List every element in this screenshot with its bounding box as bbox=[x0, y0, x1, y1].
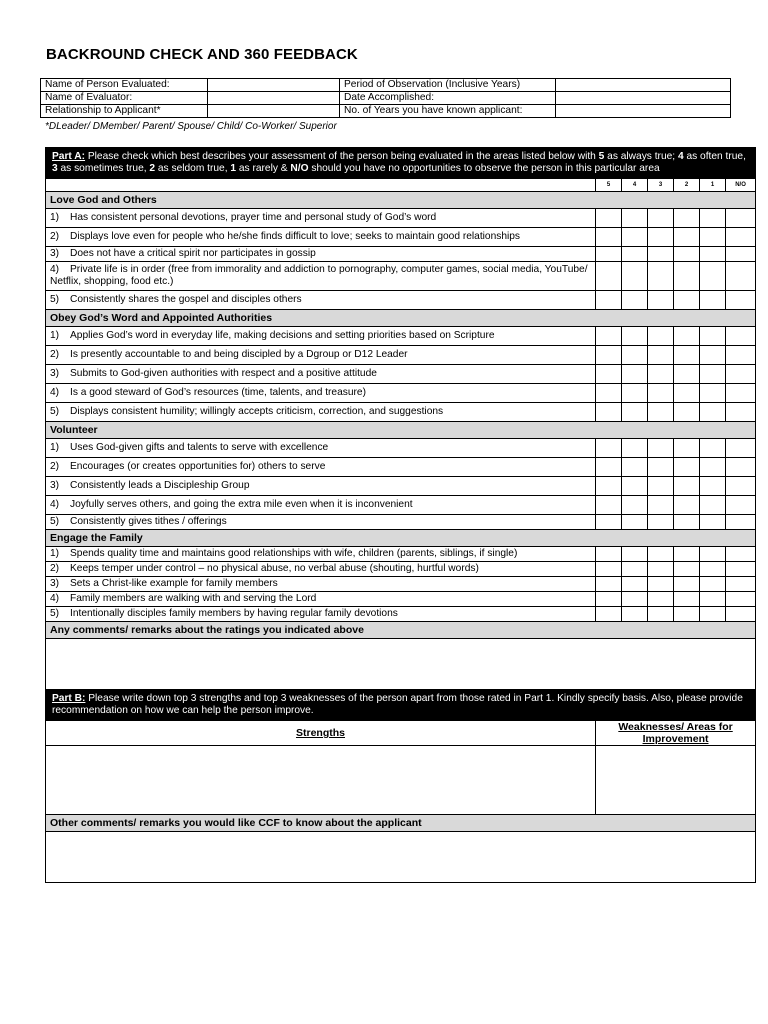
criteria-number: 2) bbox=[50, 461, 60, 472]
part-b-label: Part B: bbox=[52, 693, 86, 704]
rating-checkbox[interactable] bbox=[648, 577, 674, 592]
rating-checkbox[interactable] bbox=[622, 403, 648, 422]
rating-checkbox[interactable] bbox=[648, 209, 674, 228]
applicant-info-table bbox=[40, 78, 731, 118]
criteria-number: 5) bbox=[50, 608, 60, 619]
criteria-number: 4) bbox=[50, 387, 60, 398]
info-label: Name of Evaluator: bbox=[41, 92, 208, 105]
criteria-text: Is presently accountable to and being discipled by a Dgroup or D12 Leader bbox=[70, 349, 408, 360]
rating-checkbox[interactable] bbox=[648, 547, 674, 562]
rating-checkbox[interactable] bbox=[648, 346, 674, 365]
other-comments-heading-row bbox=[46, 815, 756, 832]
criteria-row bbox=[46, 607, 756, 622]
criteria-description bbox=[46, 458, 596, 477]
criteria-row bbox=[46, 515, 756, 530]
part-a-label: Part A: bbox=[52, 151, 86, 162]
comments-row bbox=[46, 639, 756, 690]
criteria-text: Encourages (or creates opportunities for) others to serve bbox=[70, 461, 326, 472]
rating-checkbox[interactable] bbox=[674, 439, 700, 458]
criteria-number: 3) bbox=[50, 368, 60, 379]
criteria-description bbox=[46, 384, 596, 403]
criteria-description bbox=[46, 577, 596, 592]
scale-spacer bbox=[46, 179, 596, 192]
rating-checkbox[interactable] bbox=[596, 365, 622, 384]
rating-checkbox[interactable] bbox=[674, 458, 700, 477]
other-comments-area[interactable] bbox=[46, 832, 756, 883]
criteria-number: 1) bbox=[50, 212, 60, 223]
criteria-text: Spends quality time and maintains good relationships with wife, children (parents, siblings, if single) bbox=[70, 548, 518, 559]
rating-checkbox[interactable] bbox=[674, 384, 700, 403]
other-comments-heading: Other comments/ remarks you would like CCF to know about the applicant bbox=[46, 815, 756, 832]
criteria-description bbox=[46, 562, 596, 577]
info-label: Date Accomplished: bbox=[340, 92, 556, 105]
criteria-row bbox=[46, 458, 756, 477]
rating-checkbox[interactable] bbox=[648, 607, 674, 622]
rating-checkbox[interactable] bbox=[726, 477, 756, 496]
criteria-row bbox=[46, 577, 756, 592]
criteria-row bbox=[46, 247, 756, 262]
criteria-description bbox=[46, 439, 596, 458]
criteria-row bbox=[46, 477, 756, 496]
part-b-text: Please write down top 3 strengths and top 3 weaknesses of the person apart from those rated in Part 1. Kindly specify basis. Also, please provide recommendation on how we can help the person improve. bbox=[52, 693, 743, 716]
rating-checkbox[interactable] bbox=[726, 247, 756, 262]
rating-checkbox[interactable] bbox=[648, 496, 674, 515]
rating-checkbox[interactable] bbox=[700, 496, 726, 515]
criteria-row bbox=[46, 209, 756, 228]
rating-checkbox[interactable] bbox=[700, 403, 726, 422]
criteria-text: Joyfully serves others, and going the extra mile even when it is inconvenient bbox=[70, 499, 413, 510]
rating-checkbox[interactable] bbox=[648, 477, 674, 496]
rating-checkbox[interactable] bbox=[596, 209, 622, 228]
criteria-description bbox=[46, 291, 596, 310]
part-a-bold: N/O bbox=[290, 163, 309, 174]
rating-checkbox[interactable] bbox=[596, 346, 622, 365]
rating-checkbox[interactable] bbox=[700, 384, 726, 403]
strengths-weaknesses-header bbox=[46, 721, 756, 746]
info-label: Name of Person Evaluated: bbox=[41, 79, 208, 92]
rating-checkbox[interactable] bbox=[596, 607, 622, 622]
rating-checkbox[interactable] bbox=[648, 228, 674, 247]
rating-checkbox[interactable] bbox=[700, 458, 726, 477]
rating-checkbox[interactable] bbox=[596, 403, 622, 422]
criteria-number: 5) bbox=[50, 294, 60, 305]
rating-checkbox[interactable] bbox=[622, 327, 648, 346]
rating-checkbox[interactable] bbox=[700, 515, 726, 530]
rating-scale-label: 2 bbox=[674, 179, 700, 192]
rating-checkbox[interactable] bbox=[674, 592, 700, 607]
weaknesses-area[interactable] bbox=[596, 746, 756, 815]
info-row bbox=[41, 79, 731, 92]
rating-checkbox[interactable] bbox=[622, 262, 648, 291]
criteria-description bbox=[46, 515, 596, 530]
rating-checkbox[interactable] bbox=[674, 562, 700, 577]
rating-checkbox[interactable] bbox=[726, 547, 756, 562]
rating-checkbox[interactable] bbox=[596, 247, 622, 262]
rating-checkbox[interactable] bbox=[726, 515, 756, 530]
criteria-row bbox=[46, 327, 756, 346]
rating-checkbox[interactable] bbox=[674, 547, 700, 562]
section-heading: Obey God’s Word and Appointed Authorities bbox=[46, 310, 756, 327]
criteria-description bbox=[46, 327, 596, 346]
criteria-row bbox=[46, 547, 756, 562]
criteria-row bbox=[46, 262, 756, 291]
criteria-row bbox=[46, 592, 756, 607]
rating-checkbox[interactable] bbox=[674, 327, 700, 346]
criteria-number: 2) bbox=[50, 349, 60, 360]
rating-checkbox[interactable] bbox=[622, 228, 648, 247]
criteria-text: Private life is in order (free from immorality and addiction to pornography, computer games, social media, YouTube/ Netflix, shopping, food etc.) bbox=[50, 264, 588, 287]
rating-checkbox[interactable] bbox=[596, 577, 622, 592]
rating-checkbox[interactable] bbox=[700, 262, 726, 291]
rating-checkbox[interactable] bbox=[674, 403, 700, 422]
criteria-description bbox=[46, 365, 596, 384]
rating-checkbox[interactable] bbox=[648, 365, 674, 384]
rating-scale-label: 5 bbox=[596, 179, 622, 192]
rating-checkbox[interactable] bbox=[674, 346, 700, 365]
rating-checkbox[interactable] bbox=[726, 403, 756, 422]
strengths-weaknesses-row bbox=[46, 746, 756, 815]
criteria-row bbox=[46, 439, 756, 458]
rating-checkbox[interactable] bbox=[622, 291, 648, 310]
criteria-number: 1) bbox=[50, 330, 60, 341]
rating-checkbox[interactable] bbox=[674, 262, 700, 291]
criteria-description bbox=[46, 607, 596, 622]
rating-checkbox[interactable] bbox=[674, 496, 700, 515]
rating-checkbox[interactable] bbox=[648, 439, 674, 458]
criteria-number: 3) bbox=[50, 248, 60, 259]
rating-checkbox[interactable] bbox=[674, 247, 700, 262]
rating-scale-label: N/O bbox=[726, 179, 756, 192]
part-a-bold: 5 bbox=[598, 151, 605, 162]
rating-checkbox[interactable] bbox=[622, 577, 648, 592]
strengths-heading: Strengths bbox=[46, 721, 596, 746]
rating-checkbox[interactable] bbox=[596, 439, 622, 458]
criteria-row bbox=[46, 228, 756, 247]
criteria-row bbox=[46, 346, 756, 365]
evaluator-field[interactable] bbox=[208, 92, 340, 105]
rating-checkbox[interactable] bbox=[674, 515, 700, 530]
rating-checkbox[interactable] bbox=[726, 384, 756, 403]
rating-checkbox[interactable] bbox=[726, 262, 756, 291]
criteria-description bbox=[46, 262, 596, 291]
rating-checkbox[interactable] bbox=[596, 477, 622, 496]
rating-checkbox[interactable] bbox=[622, 496, 648, 515]
rating-checkbox[interactable] bbox=[726, 439, 756, 458]
page-title: BACKROUND CHECK AND 360 FEEDBACK bbox=[46, 46, 358, 63]
criteria-text: Uses God-given gifts and talents to serve with excellence bbox=[70, 442, 329, 453]
part-b-header bbox=[46, 690, 756, 721]
criteria-row bbox=[46, 562, 756, 577]
rating-checkbox[interactable] bbox=[622, 209, 648, 228]
rating-checkbox[interactable] bbox=[700, 562, 726, 577]
criteria-text: Consistently gives tithes / offerings bbox=[70, 516, 227, 527]
criteria-number: 2) bbox=[50, 231, 60, 242]
section-heading: Engage the Family bbox=[46, 530, 756, 547]
rating-scale-row bbox=[46, 179, 756, 192]
section-heading-row bbox=[46, 310, 756, 327]
rating-checkbox[interactable] bbox=[700, 439, 726, 458]
comments-heading: Any comments/ remarks about the ratings you indicated above bbox=[46, 622, 756, 639]
part-a-text: as often true, bbox=[683, 151, 746, 162]
rating-checkbox[interactable] bbox=[648, 384, 674, 403]
rating-checkbox[interactable] bbox=[596, 458, 622, 477]
part-a-text: as always true; bbox=[604, 151, 678, 162]
part-a-bold: 2 bbox=[149, 163, 156, 174]
rating-checkbox[interactable] bbox=[648, 403, 674, 422]
rating-checkbox[interactable] bbox=[596, 592, 622, 607]
rating-scale-label: 3 bbox=[648, 179, 674, 192]
info-row bbox=[41, 92, 731, 105]
criteria-row bbox=[46, 291, 756, 310]
criteria-number: 5) bbox=[50, 406, 60, 417]
rating-checkbox[interactable] bbox=[622, 346, 648, 365]
rating-checkbox[interactable] bbox=[674, 291, 700, 310]
rating-checkbox[interactable] bbox=[622, 547, 648, 562]
criteria-text: Family members are walking with and serving the Lord bbox=[70, 593, 317, 604]
rating-checkbox[interactable] bbox=[726, 228, 756, 247]
criteria-number: 1) bbox=[50, 442, 60, 453]
part-a-text: as seldom true, bbox=[155, 163, 231, 174]
criteria-number: 4) bbox=[50, 593, 60, 604]
rating-checkbox[interactable] bbox=[648, 515, 674, 530]
criteria-text: Consistently leads a Discipleship Group bbox=[70, 480, 250, 491]
rating-checkbox[interactable] bbox=[726, 327, 756, 346]
date-accomplished-field[interactable] bbox=[556, 92, 731, 105]
rating-checkbox[interactable] bbox=[726, 577, 756, 592]
rating-checkbox[interactable] bbox=[596, 291, 622, 310]
part-a-bold: 3 bbox=[52, 163, 58, 174]
rating-checkbox[interactable] bbox=[700, 365, 726, 384]
part-a-bold: 1 bbox=[230, 163, 237, 174]
strengths-area[interactable] bbox=[46, 746, 596, 815]
rating-checkbox[interactable] bbox=[596, 228, 622, 247]
criteria-number: 4) bbox=[50, 264, 60, 275]
rating-checkbox[interactable] bbox=[726, 458, 756, 477]
rating-checkbox[interactable] bbox=[700, 577, 726, 592]
criteria-description bbox=[46, 477, 596, 496]
rating-checkbox[interactable] bbox=[674, 577, 700, 592]
criteria-number: 4) bbox=[50, 499, 60, 510]
rating-checkbox[interactable] bbox=[674, 607, 700, 622]
rating-checkbox[interactable] bbox=[622, 592, 648, 607]
section-heading: Love God and Others bbox=[46, 192, 756, 209]
rating-checkbox[interactable] bbox=[726, 592, 756, 607]
person-evaluated-field[interactable] bbox=[208, 79, 340, 92]
rating-checkbox[interactable] bbox=[622, 477, 648, 496]
rating-checkbox[interactable] bbox=[648, 562, 674, 577]
rating-scale-label: 4 bbox=[622, 179, 648, 192]
rating-checkbox[interactable] bbox=[596, 262, 622, 291]
relationship-field[interactable] bbox=[208, 105, 340, 118]
section-heading-row bbox=[46, 530, 756, 547]
part-a-text: should you have no opportunities to observe the person in this particular area bbox=[308, 163, 660, 174]
rating-checkbox[interactable] bbox=[700, 547, 726, 562]
rating-checkbox[interactable] bbox=[700, 228, 726, 247]
rating-checkbox[interactable] bbox=[622, 384, 648, 403]
criteria-description bbox=[46, 496, 596, 515]
criteria-text: Consistently shares the gospel and disciples others bbox=[70, 294, 302, 305]
rating-checkbox[interactable] bbox=[648, 592, 674, 607]
rating-checkbox[interactable] bbox=[700, 247, 726, 262]
rating-checkbox[interactable] bbox=[700, 291, 726, 310]
criteria-number: 2) bbox=[50, 563, 60, 574]
criteria-text: Applies God’s word in everyday life, making decisions and setting priorities based on Scripture bbox=[70, 330, 495, 341]
observation-period-field[interactable] bbox=[556, 79, 731, 92]
rating-checkbox[interactable] bbox=[648, 291, 674, 310]
criteria-text: Keeps temper under control – no physical abuse, no verbal abuse (shouting, hurtful words) bbox=[70, 563, 479, 574]
weaknesses-heading: Weaknesses/ Areas for Improvement bbox=[596, 721, 756, 746]
criteria-description bbox=[46, 346, 596, 365]
rating-checkbox[interactable] bbox=[622, 562, 648, 577]
rating-checkbox[interactable] bbox=[726, 365, 756, 384]
rating-checkbox[interactable] bbox=[700, 592, 726, 607]
rating-checkbox[interactable] bbox=[648, 262, 674, 291]
info-row bbox=[41, 105, 731, 118]
rating-checkbox[interactable] bbox=[700, 209, 726, 228]
section-heading-row bbox=[46, 422, 756, 439]
rating-checkbox[interactable] bbox=[622, 458, 648, 477]
rating-checkbox[interactable] bbox=[726, 346, 756, 365]
rating-checkbox[interactable] bbox=[622, 439, 648, 458]
criteria-row bbox=[46, 403, 756, 422]
rating-checkbox[interactable] bbox=[726, 562, 756, 577]
evaluation-table bbox=[45, 147, 756, 883]
rating-checkbox[interactable] bbox=[726, 209, 756, 228]
criteria-text: Is a good steward of God’s resources (time, talents, and treasure) bbox=[70, 387, 366, 398]
rating-checkbox[interactable] bbox=[596, 496, 622, 515]
criteria-description bbox=[46, 247, 596, 262]
rating-checkbox[interactable] bbox=[726, 291, 756, 310]
rating-checkbox[interactable] bbox=[648, 458, 674, 477]
section-heading-row bbox=[46, 192, 756, 209]
criteria-row bbox=[46, 384, 756, 403]
rating-checkbox[interactable] bbox=[622, 607, 648, 622]
criteria-description bbox=[46, 403, 596, 422]
comments-area[interactable] bbox=[46, 639, 756, 690]
criteria-number: 3) bbox=[50, 578, 60, 589]
criteria-row bbox=[46, 365, 756, 384]
criteria-text: Has consistent personal devotions, prayer time and personal study of God’s word bbox=[70, 212, 437, 223]
rating-checkbox[interactable] bbox=[700, 346, 726, 365]
part-a-bold: 4 bbox=[677, 151, 684, 162]
criteria-number: 1) bbox=[50, 548, 60, 559]
info-label: No. of Years you have known applicant: bbox=[340, 105, 556, 118]
info-label: Relationship to Applicant* bbox=[41, 105, 208, 118]
rating-checkbox[interactable] bbox=[596, 327, 622, 346]
rating-checkbox[interactable] bbox=[648, 327, 674, 346]
part-a-header bbox=[46, 148, 756, 179]
rating-checkbox[interactable] bbox=[622, 247, 648, 262]
other-comments-row bbox=[46, 832, 756, 883]
rating-checkbox[interactable] bbox=[648, 247, 674, 262]
part-a-text: Please check which best describes your assessment of the person being evaluated in the areas listed below with bbox=[85, 151, 599, 162]
criteria-description bbox=[46, 228, 596, 247]
rating-scale-label: 1 bbox=[700, 179, 726, 192]
criteria-text: Displays consistent humility; willingly accepts criticism, correction, and suggestions bbox=[70, 406, 444, 417]
rating-checkbox[interactable] bbox=[700, 607, 726, 622]
rating-checkbox[interactable] bbox=[726, 496, 756, 515]
rating-checkbox[interactable] bbox=[674, 228, 700, 247]
part-a-text: as sometimes true, bbox=[57, 163, 150, 174]
rating-checkbox[interactable] bbox=[674, 365, 700, 384]
rating-checkbox[interactable] bbox=[596, 562, 622, 577]
info-label: Period of Observation (Inclusive Years) bbox=[340, 79, 556, 92]
relationship-footnote: *DLeader/ DMember/ Parent/ Spouse/ Child/ Co-Worker/ Superior bbox=[45, 121, 337, 132]
criteria-description bbox=[46, 209, 596, 228]
years-known-field[interactable] bbox=[556, 105, 731, 118]
rating-checkbox[interactable] bbox=[700, 477, 726, 496]
part-a-text: as rarely & bbox=[236, 163, 291, 174]
rating-checkbox[interactable] bbox=[596, 515, 622, 530]
criteria-text: Intentionally disciples family members by having regular family devotions bbox=[70, 608, 398, 619]
rating-checkbox[interactable] bbox=[622, 365, 648, 384]
criteria-number: 5) bbox=[50, 516, 60, 527]
rating-checkbox[interactable] bbox=[622, 515, 648, 530]
rating-checkbox[interactable] bbox=[726, 607, 756, 622]
criteria-description bbox=[46, 547, 596, 562]
criteria-row bbox=[46, 496, 756, 515]
criteria-text: Does not have a critical spirit nor participates in gossip bbox=[70, 248, 316, 259]
comments-heading-row bbox=[46, 622, 756, 639]
criteria-text: Displays love even for people who he/she finds difficult to love; seeks to maintain good relationships bbox=[70, 231, 521, 242]
rating-checkbox[interactable] bbox=[674, 477, 700, 496]
rating-checkbox[interactable] bbox=[674, 209, 700, 228]
criteria-description bbox=[46, 592, 596, 607]
criteria-number: 3) bbox=[50, 480, 60, 491]
criteria-text: Sets a Christ-like example for family members bbox=[70, 578, 278, 589]
rating-checkbox[interactable] bbox=[700, 327, 726, 346]
section-heading: Volunteer bbox=[46, 422, 756, 439]
rating-checkbox[interactable] bbox=[596, 547, 622, 562]
criteria-text: Submits to God-given authorities with respect and a positive attitude bbox=[70, 368, 377, 379]
rating-checkbox[interactable] bbox=[596, 384, 622, 403]
